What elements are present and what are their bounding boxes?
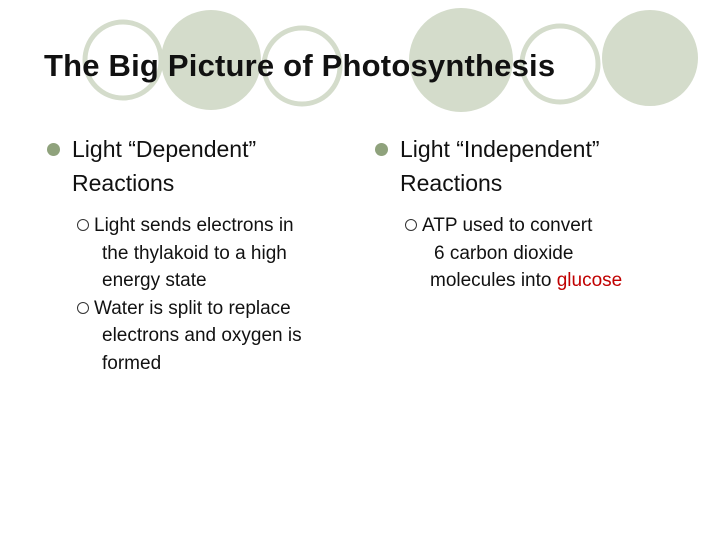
sub-bullet-atp	[375, 212, 685, 295]
right-column	[375, 132, 685, 295]
sub-line: energy state	[102, 270, 207, 291]
bullet-dot-icon	[375, 143, 388, 156]
heading-line: Reactions	[72, 170, 175, 196]
sub-line: electrons and oxygen is	[102, 325, 302, 346]
heading-line: Reactions	[400, 170, 503, 196]
ring-bullet-icon	[405, 219, 417, 231]
sub-line: formed	[102, 352, 162, 374]
sub-bullet-electrons	[47, 212, 357, 295]
sub-line: Water is split to replace	[94, 297, 291, 319]
ring-bullet-icon	[77, 219, 89, 231]
bullet-light-independent	[375, 132, 685, 200]
sub-line: the thylakoid to a high	[102, 242, 287, 264]
sub-line: ATP used to convert	[422, 215, 593, 236]
bullet-light-dependent	[47, 132, 357, 200]
sub-line: 6 carbon dioxide	[434, 242, 574, 264]
sub-line	[430, 267, 685, 295]
heading-line: Light “Independent”	[400, 136, 600, 162]
ring-bullet-icon	[77, 302, 89, 314]
bullet-dot-icon	[47, 143, 60, 156]
slide-title: The Big Picture of Photosynthesis	[44, 48, 556, 83]
sub-bullet-water	[47, 295, 357, 378]
deco-circle	[602, 10, 698, 106]
sub-text: molecules into	[430, 270, 557, 291]
heading-line: Light “Dependent”	[72, 136, 257, 162]
glucose-highlight: glucose	[556, 270, 623, 291]
sub-line: Light sends electrons in	[94, 215, 294, 236]
left-column	[47, 132, 357, 377]
